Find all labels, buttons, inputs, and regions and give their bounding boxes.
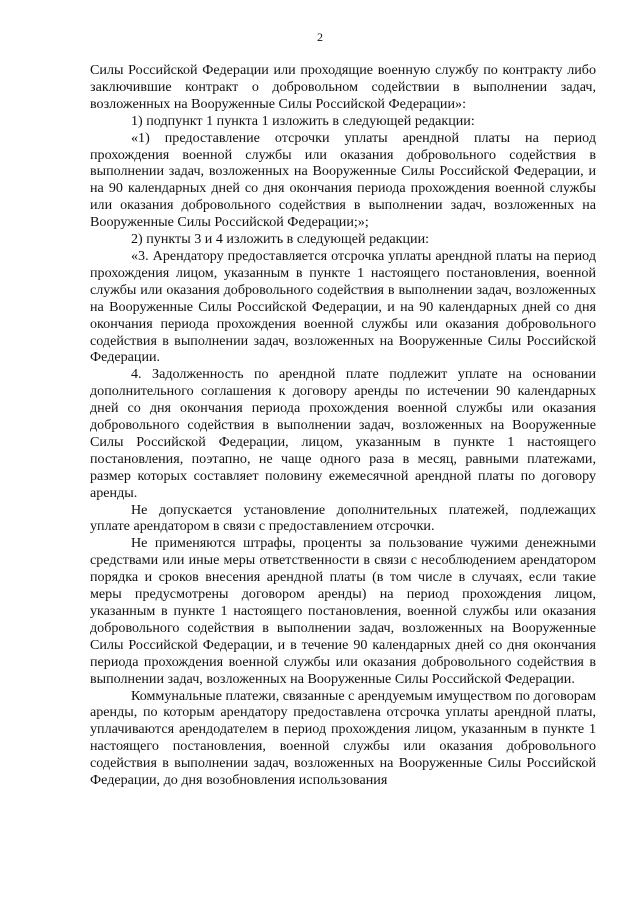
paragraph-clause-3: «3. Арендатору предоставляется отсрочка уплаты арендной платы на период прохождения лицом, указанным в пункте 1 настоящего постановления, военной службы или оказания добровольного содействия в выполнении задач, возложенных на Вооруженные Силы Российской Федерации, и на 90 календарных дней со дня окончания периода прохождения военной службы или оказания добровольного содействия в выполнении задач, возложенных на Вооруженные Силы Российской Федерации. [90, 247, 596, 366]
paragraph-no-penalties: Не применяются штрафы, проценты за пользование чужими денежными средствами или иные меры ответственности в связи с несоблюдением арендатором порядка и сроков внесения арендной платы (в том числе в случаях, если такие меры предусмотрены договором аренды) на период прохождения лицом, указанным в пункте 1 настоящего постановления, военной службы или оказания добровольного содействия в выполнении задач, возложенных на Вооруженные Силы Российской Федерации, и в течение 90 календарных дней со дня окончания периода прохождения военной службы или оказания добровольного содействия в выполнении задач, возложенных на Вооруженные Силы Российской Федерации. [90, 535, 596, 687]
document-body [90, 62, 596, 789]
paragraph-utility-payments: Коммунальные платежи, связанные с арендуемым имуществом по договорам аренды, по которым арендатору предоставлена отсрочка уплаты арендной платы, уплачиваются арендодателем в период прохождения лицом, указанным в пункте 1 настоящего постановления, военной службы или оказания добровольного содействия в выполнении задач, возложенных на Вооруженные Силы Российской Федерации, до дня возобновления использования [90, 687, 596, 789]
paragraph-clause-4: 4. Задолженность по арендной плате подлежит уплате на основании дополнительного соглашения к договору аренды по истечении 90 календарных дней со дня окончания периода прохождения военной службы или оказания добровольного содействия в выполнении задач, возложенных на Вооруженные Силы Российской Федерации, лицом, указанным в пункте 1 настоящего постановления, поэтапно, не чаще одного раза в месяц, равными платежами, размер которых составляет половину ежемесячной арендной платы по договору аренды. [90, 366, 596, 501]
paragraph-continuation: Силы Российской Федерации или проходящие военную службу по контракту либо заключившие контракт о добровольном содействии в выполнении задач, возложенных на Вооруженные Силы Российской Федерации»: [90, 62, 596, 112]
paragraph-quoted-subitem-1: «1) предоставление отсрочки уплаты арендной платы на период прохождения военной службы или оказания добровольного содействия в выполнении задач, возложенных на Вооруженные Силы Российской Федерации, и на 90 календарных дней со дня окончания периода прохождения военной службы или оказания добровольного содействия в выполнении задач, возложенных на Вооруженные Силы Российской Федерации;»; [90, 129, 596, 231]
paragraph-no-additional-payments: Не допускается установление дополнительных платежей, подлежащих уплате арендатором в связи с предоставлением отсрочки. [90, 501, 596, 535]
page-number: 2 [317, 30, 323, 44]
paragraph-item-2: 2) пункты 3 и 4 изложить в следующей редакции: [131, 231, 430, 248]
paragraph-item-1: 1) подпункт 1 пункта 1 изложить в следующей редакции: [131, 112, 475, 129]
